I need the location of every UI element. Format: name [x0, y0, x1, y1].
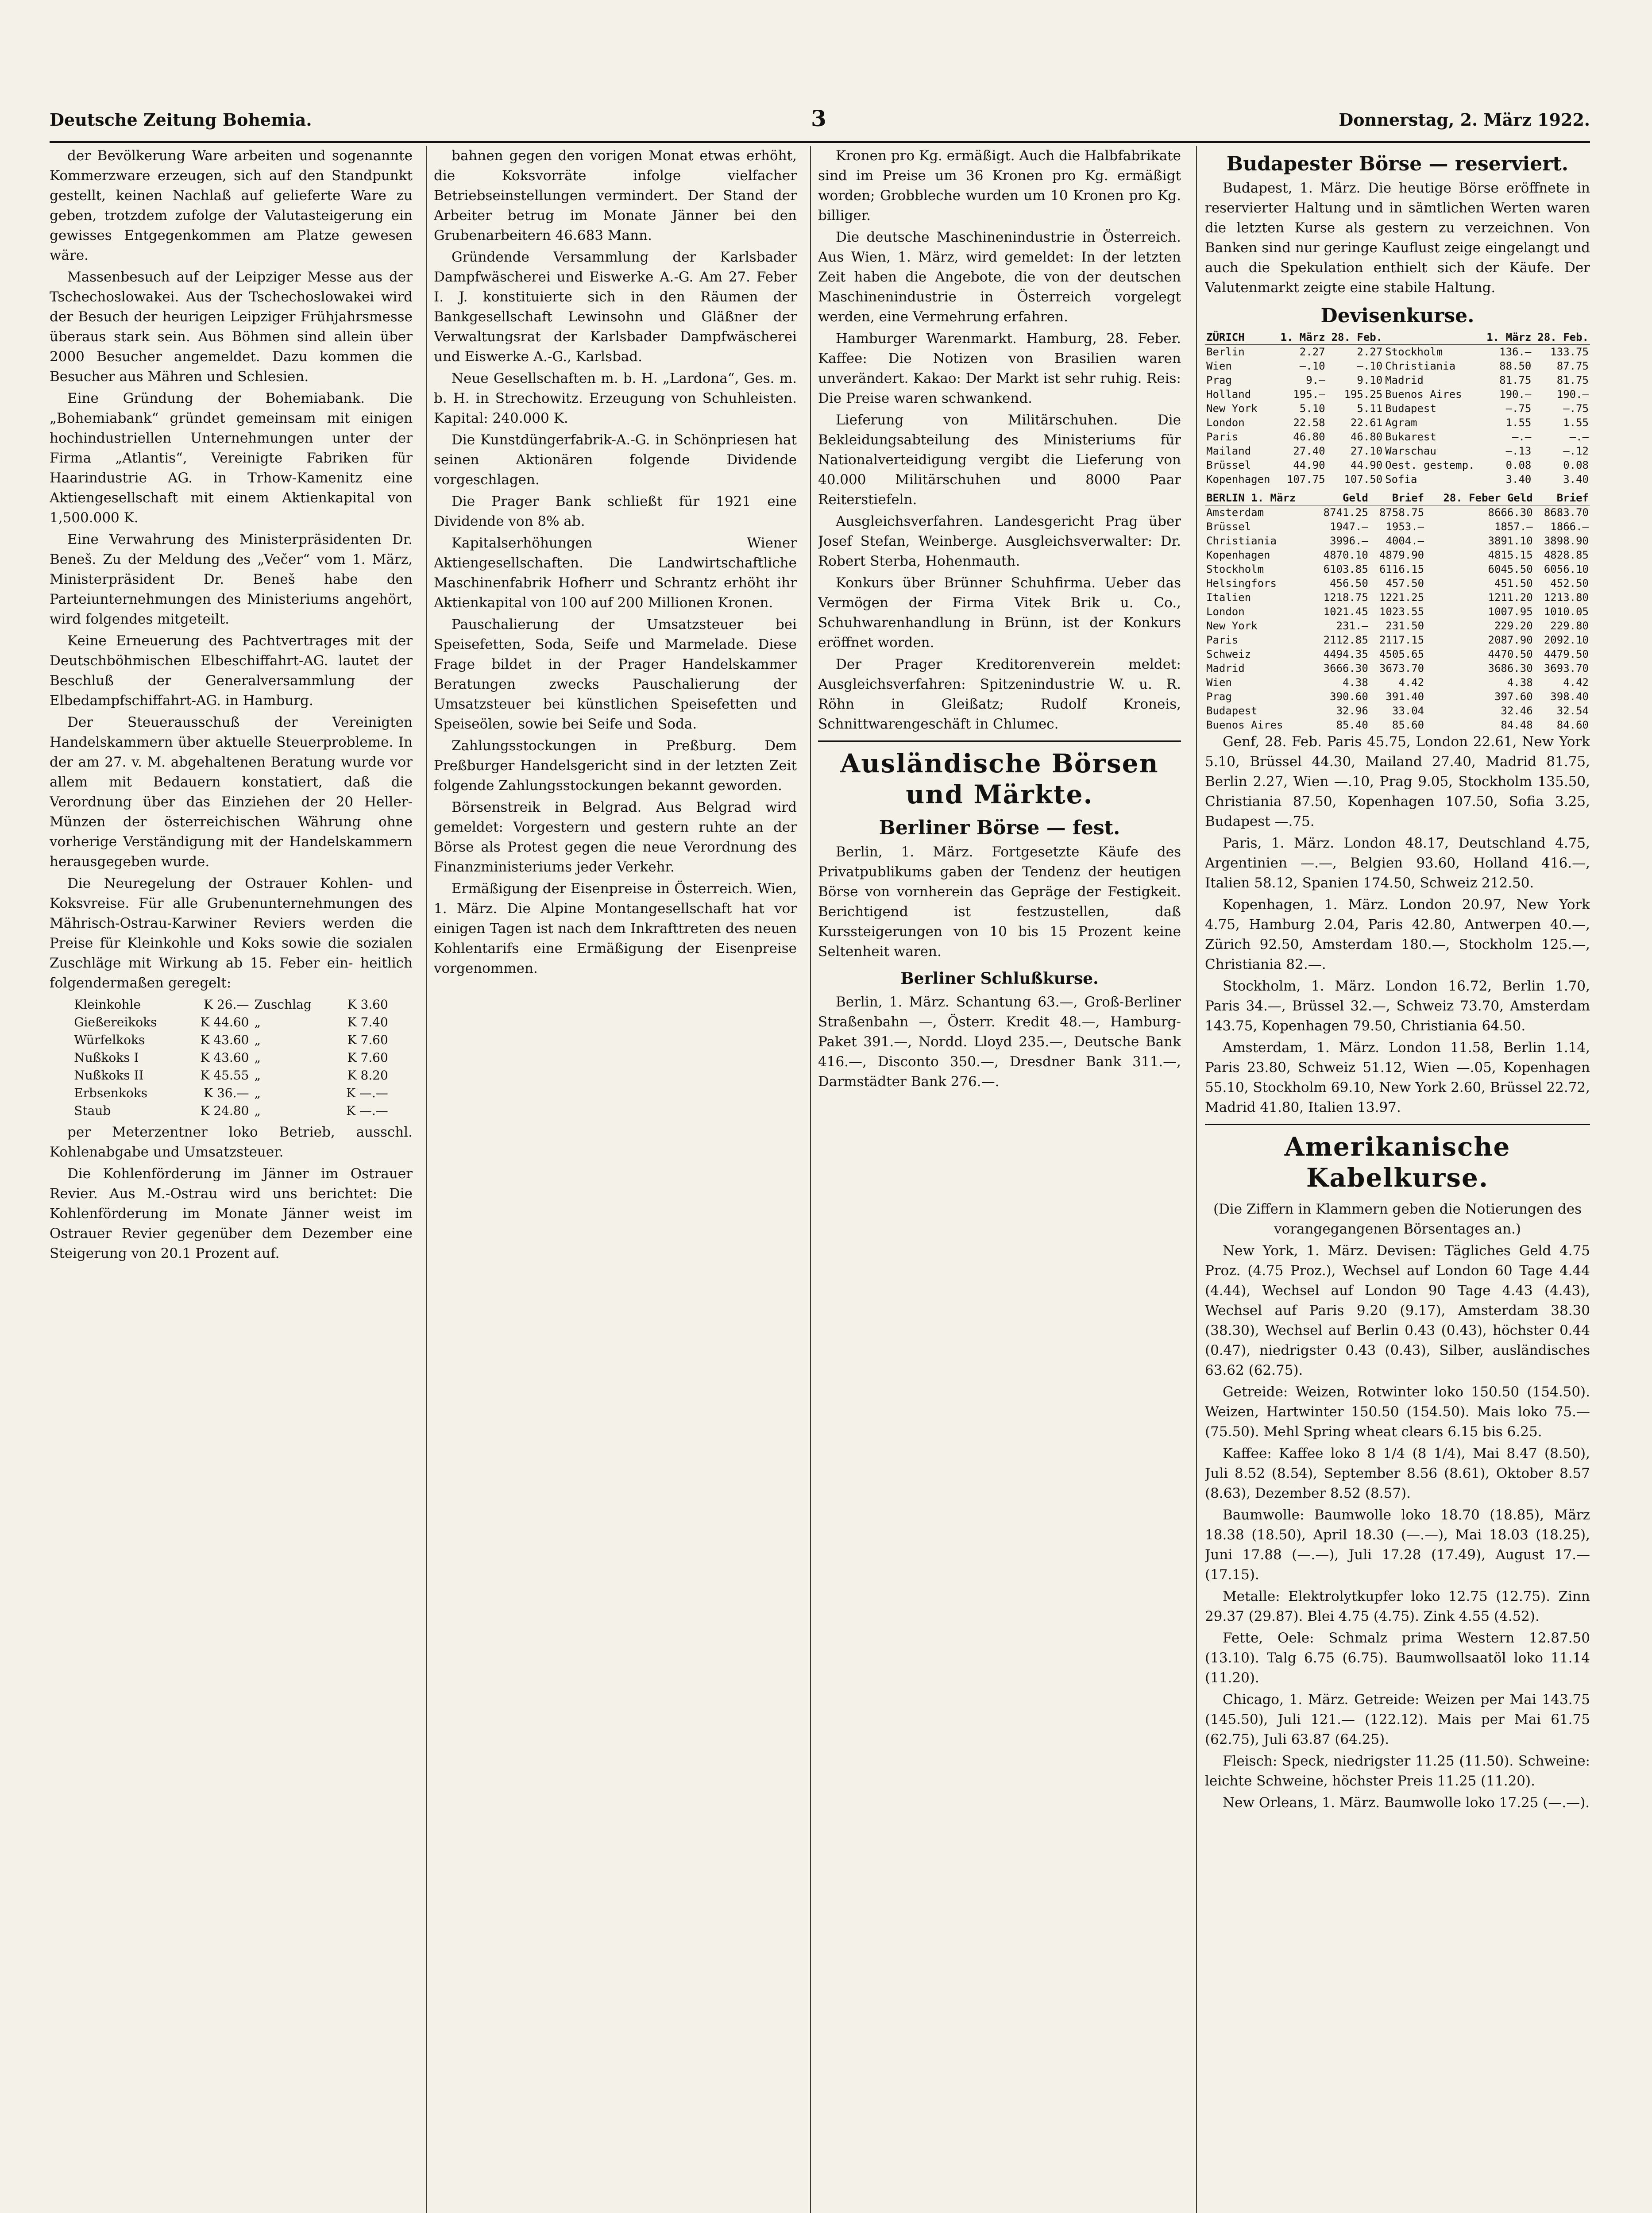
currency-name: Buenos Aires: [1206, 719, 1283, 731]
article-text: Paris, 1. März. London 48.17, Deutschland 4.75, Argentinien —.—, Belgien 93.60, Holland 416.—, Italien 58.12, Spanien 174.50, Schweiz 212.50.: [1205, 835, 1590, 891]
table-row: [1205, 661, 1590, 675]
rate-value: —.—: [1512, 431, 1532, 443]
article-text: Getreide: Weizen, Rotwinter loko 150.50 (154.50). Weizen, Hartwinter 150.50 (154.50). Mais loko 75.— (75.50). Mehl Spring wheat clears 6.15 bis 6.25.: [1205, 1384, 1590, 1440]
rate-value: 3.40: [1563, 473, 1589, 486]
surcharge-label: „: [254, 1033, 261, 1047]
berlin-exchange-table: [1205, 491, 1590, 732]
article-text: Die Prager Bank schließt für 1921 eine Dividende von 8% ab.: [434, 493, 797, 529]
currency-name: London: [1206, 605, 1245, 618]
rate-value: 3666.30: [1323, 662, 1368, 675]
rate-value: 9.—: [1306, 374, 1325, 386]
surcharge-label: „: [254, 1068, 261, 1083]
table-row: [1205, 675, 1590, 690]
article-text: Kopenhagen, 1. März. London 20.97, New York 4.75, Hamburg 2.04, Paris 42.80, Antwerpen 40.—, Zürich 92.50, Amsterdam 180.—, Stockholm 125.—, Christiania 82.—.: [1205, 897, 1590, 972]
rate-value: 1953.—: [1386, 520, 1424, 533]
rate-value: 4.38: [1507, 676, 1533, 689]
surcharge-label: Zuschlag: [254, 997, 312, 1012]
rate-value: 195.—: [1293, 388, 1325, 401]
rate-value: 4505.65: [1379, 648, 1424, 660]
rate-value: 6045.50: [1488, 563, 1533, 575]
page-number: 3: [811, 105, 826, 131]
table-row: [1205, 562, 1590, 576]
article-text: Eine Verwahrung des Ministerpräsidenten Dr. Beneš. Zu der Meldung des „Večer“ vom 1. März, Ministerpräsident Dr. Beneš habe den Parteiunternehmungen des Ministeriums angehört, wird folgendes mitgeteilt.: [50, 532, 413, 627]
table-row: [1205, 505, 1590, 520]
header-rule: [50, 141, 1590, 143]
table-header-cell: 28. Feb.: [1327, 330, 1384, 345]
rate-value: 1947.—: [1330, 520, 1368, 533]
article-text: Keine Erneuerung des Pachtvertrages mit der Deutschböhmischen Elbeschiffahrt-AG. lautet der Beschluß der Generalversammlung der Elbedampfschiffahrt-AG. in Hamburg.: [50, 633, 413, 709]
rate-value: 1221.25: [1379, 591, 1424, 604]
currency-name: Kopenhagen: [1206, 549, 1270, 561]
article-text: bahnen gegen den vorigen Monat etwas erhöht, die Koksvorräte infolge vielfacher Betriebseinstellungen vermindert. Der Stand der Arbeiter betrug im Monate Jänner bei den Grubenarbeitern 46.683 Mann.: [434, 148, 797, 243]
rate-value: 3898.90: [1544, 535, 1589, 547]
rate-value: 4.42: [1563, 676, 1589, 689]
section-note: (Die Ziffern in Klammern geben die Notierungen des vorangegangenen Börsentages an.): [1213, 1201, 1582, 1237]
rate-value: 4494.35: [1323, 648, 1368, 660]
section-heading: Amerikanische Kabelkurse.: [1284, 1132, 1511, 1193]
section-heading: Ausländische Börsen und Märkte.: [840, 748, 1159, 810]
column-3: [818, 146, 1181, 2213]
rate-value: 85.40: [1336, 719, 1368, 731]
section-heading: Devisenkurse.: [1320, 305, 1474, 327]
rate-value: 2112.85: [1323, 634, 1368, 646]
rate-value: 451.50: [1494, 577, 1533, 590]
rate-value: 4828.85: [1544, 549, 1589, 561]
rate-value: 22.58: [1293, 416, 1325, 429]
surcharge-value: K 7.60: [347, 1050, 388, 1065]
surcharge-label: „: [254, 1086, 261, 1100]
currency-name: Prag: [1206, 374, 1232, 386]
table-row: [71, 1014, 391, 1031]
table-header-cell: [1384, 330, 1482, 345]
table-header-cell: 1. März: [1482, 330, 1532, 345]
article-text: Ermäßigung der Eisenpreise in Österreich. Wien, 1. März. Die Alpine Montangesellschaft hat vor einigen Tagen ist nach dem Inkrafttreten des neuen Kohlentarifs eine Ermäßigung der Eisenpreise vorgenommen.: [434, 881, 797, 976]
currency-name: Budapest: [1206, 705, 1258, 717]
currency-name: Paris: [1206, 634, 1239, 646]
currency-name: Paris: [1206, 431, 1239, 443]
surcharge-value: K 7.40: [347, 1015, 388, 1029]
rate-value: 1866.—: [1550, 520, 1589, 533]
table-header-cell: BERLIN 1. März: [1205, 491, 1314, 505]
article-text: Lieferung von Militärschuhen. Die Bekleidungsabteilung des Ministeriums für Nationalverteidigung vergibt die Lieferung von 40.000 Militärschuhen und 8000 Paar Reiterstiefeln.: [818, 412, 1181, 508]
rate-value: 1021.45: [1323, 605, 1368, 618]
table-header-cell: ZÜRICH: [1205, 330, 1276, 345]
table-row: [71, 996, 391, 1014]
currency-name: Buenos Aires: [1385, 388, 1462, 401]
table-row: [1205, 590, 1590, 605]
subsection-heading: Berliner Börse — fest.: [879, 817, 1120, 839]
table-row: [71, 1049, 391, 1067]
table-header-row: [1205, 491, 1590, 505]
table-row: [71, 1067, 391, 1084]
coal-price: K 45.55: [200, 1068, 249, 1083]
issue-date: Donnerstag, 2. März 1922.: [1339, 110, 1590, 130]
rate-value: 0.08: [1505, 459, 1532, 471]
coal-price: K 24.80: [200, 1103, 249, 1118]
article-text: Börsenstreik in Belgrad. Aus Belgrad wird gemeldet: Vorgestern und gestern ruhte an der Börse als Protest gegen die neue Verordnung des Finanzministeriums jeder Verkehr.: [434, 799, 797, 875]
rate-value: 4004.—: [1386, 535, 1424, 547]
rate-value: —.10: [1299, 360, 1325, 372]
table-row: [1205, 416, 1590, 430]
coal-grade: Gießereikoks: [74, 1015, 157, 1029]
currency-name: Berlin: [1206, 346, 1245, 358]
rate-value: 397.60: [1494, 690, 1533, 703]
column-divider: [1196, 146, 1197, 2213]
article-text: Hamburger Warenmarkt. Hamburg, 28. Feber. Kaffee: Die Notizen von Brasilien waren unverändert. Kakao: Der Markt ist sehr ruhig. Reis: Die Preise waren schwankend.: [818, 331, 1181, 406]
newspaper-title: Deutsche Zeitung Bohemia.: [50, 110, 312, 130]
table-row: [1205, 690, 1590, 704]
rate-value: 4815.15: [1488, 549, 1533, 561]
table-row: [1205, 444, 1590, 458]
page-header: [50, 105, 1590, 141]
currency-name: Stockholm: [1385, 346, 1443, 358]
table-header-row: [1205, 330, 1590, 345]
table-row: [1205, 576, 1590, 590]
table-row: [1205, 359, 1590, 373]
table-row: [1205, 605, 1590, 619]
surcharge-label: „: [254, 1103, 261, 1118]
rate-value: 32.54: [1556, 705, 1589, 717]
article-text: Die deutsche Maschinenindustrie in Österreich. Aus Wien, 1. März, wird gemeldet: In der letzten Zeit haben die Angebote, die von der deutschen Maschinenindustrie in Österreich vorgelegt werden, eine Vermehrung erfahren.: [818, 229, 1181, 325]
rate-value: 456.50: [1330, 577, 1368, 590]
table-row: [1205, 520, 1590, 534]
surcharge-label: „: [254, 1050, 261, 1065]
currency-name: Brüssel: [1206, 459, 1251, 471]
article-text: Kaffee: Kaffee loko 8 1/4 (8 1/4), Mai 8.47 (8.50), Juli 8.52 (8.54), September 8.56 (8.61), Oktober 8.57 (8.63), Dezember 8.52 (8.57).: [1205, 1446, 1590, 1501]
article-text: New York, 1. März. Devisen: Tägliches Geld 4.75 Proz. (4.75 Proz.), Wechsel auf London 60 Tage 4.44 (4.44), Wechsel auf London 90 Tage 4.43 (4.43), Wechsel auf Paris 9.20 (9.17), Amsterdam 38.30 (38.30), Wechsel auf Berlin 0.43 (0.43), höchster 0.44 (0.47), niedrigster 0.43 (0.43), Silber, ausländisches 63.62 (62.75).: [1205, 1243, 1590, 1378]
currency-name: Wien: [1206, 676, 1232, 689]
rate-value: 1213.80: [1544, 591, 1589, 604]
table-header-cell: 1. März: [1276, 330, 1326, 345]
currency-name: Stockholm: [1206, 563, 1264, 575]
currency-name: Christiania: [1206, 535, 1277, 547]
coal-grade: Kleinkohle: [74, 997, 141, 1012]
rate-value: 229.80: [1550, 620, 1589, 632]
currency-name: London: [1206, 416, 1245, 429]
rate-value: 6116.15: [1379, 563, 1424, 575]
table-row: [71, 1084, 391, 1102]
table-row: [1205, 458, 1590, 472]
rate-value: —.12: [1563, 445, 1589, 457]
rate-value: 4479.50: [1544, 648, 1589, 660]
article-text: Baumwolle: Baumwolle loko 18.70 (18.85), März 18.38 (18.50), April 18.30 (—.—), Mai 18.03 (18.25), Juni 17.88 (—.—), Juli 17.28 (17.49), August 17.— (17.15).: [1205, 1507, 1590, 1583]
surcharge-value: K —.—: [346, 1103, 388, 1118]
article-text: Konkurs über Brünner Schuhfirma. Ueber das Vermögen der Firma Vitek Brik u. Co., Schuhwarenhandlung in Brünn, ist der Konkurs eröffnet worden.: [818, 575, 1181, 651]
currency-name: Mailand: [1206, 445, 1251, 457]
table-row: [1205, 387, 1590, 401]
coal-price: K 44.60: [200, 1015, 249, 1029]
currency-name: Christiania: [1385, 360, 1456, 372]
table-header-cell: Geld: [1314, 491, 1370, 505]
currency-name: Schweiz: [1206, 648, 1251, 660]
article-text: Stockholm, 1. März. London 16.72, Berlin 1.70, Paris 34.—, Brüssel 32.—, Schweiz 73.70, Amsterdam 143.75, Kopenhagen 79.50, Christiania 64.50.: [1205, 978, 1590, 1034]
table-row: [1205, 548, 1590, 562]
article-text: Zahlungsstockungen in Preßburg. Dem Preßburger Handelsgericht sind in der letzten Zeit folgende Zahlungsstockungen bekannt geworden.: [434, 738, 797, 794]
surcharge-value: K 3.60: [347, 997, 388, 1012]
rate-value: 3693.70: [1544, 662, 1589, 675]
coal-price: K 43.60: [200, 1050, 249, 1065]
article-text: Massenbesuch auf der Leipziger Messe aus der Tschechoslowakei. Aus der Tschechoslowakei wird der Besuch der heurigen Leipziger Frühjahrsmesse überaus stark sein. Aus Böhmen sind allein über 2000 Besucher angemeldet. Dazu kommen die Besucher aus Mähren und Schlesien.: [50, 269, 413, 385]
rate-value: 452.50: [1550, 577, 1589, 590]
rate-value: 4.38: [1343, 676, 1368, 689]
rate-value: 398.40: [1550, 690, 1589, 703]
rate-value: 190.—: [1556, 388, 1589, 401]
rate-value: 1.55: [1563, 416, 1589, 429]
article-text: Genf, 28. Feb. Paris 45.75, London 22.61, New York 5.10, Brüssel 44.30, Mailand 27.40, Madrid 81.75, Berlin 2.27, Wien —.10, Prag 9.05, Stockholm 135.50, Christiania 87.50, Kopenhagen 107.50, Sofia 3.25, Budapest —.75.: [1205, 734, 1590, 829]
article-text: Kapitalserhöhungen Wiener Aktiengesellschaften. Die Landwirtschaftliche Maschinenfabrik Hofherr und Schrantz erhöht ihr Aktienkapital von 100 auf 200 Millionen Kronen.: [434, 535, 797, 611]
rate-value: 84.60: [1556, 719, 1589, 731]
rate-value: 6103.85: [1323, 563, 1368, 575]
currency-name: Budapest: [1385, 402, 1436, 415]
currency-name: Wien: [1206, 360, 1232, 372]
article-text: per Meterzentner loko Betrieb, ausschl. Kohlenabgabe und Umsatzsteuer.: [50, 1124, 413, 1160]
rate-value: 85.60: [1392, 719, 1424, 731]
currency-name: Sofia: [1385, 473, 1417, 486]
rate-value: 46.80: [1293, 431, 1325, 443]
table-row: [1205, 373, 1590, 387]
rate-value: 8683.70: [1544, 506, 1589, 519]
rate-value: —.13: [1505, 445, 1532, 457]
currency-name: Holland: [1206, 388, 1251, 401]
rate-value: 3996.—: [1330, 535, 1368, 547]
table-row: [1205, 704, 1590, 718]
rate-value: 4870.10: [1323, 549, 1368, 561]
surcharge-value: K 7.60: [347, 1033, 388, 1047]
rate-value: 1010.05: [1544, 605, 1589, 618]
article-text: Budapest, 1. März. Die heutige Börse eröffnete in reservierter Haltung und in sämtlichen Werten waren die letzten Kurse als gestern zu verzeichnen. Von Banken sind nur geringe Kauflust zeige eingelangt und auch die Spekulation enthielt sich der Käufe. Der Valutenmarkt zeigte eine stabile Haltung.: [1205, 180, 1590, 296]
rate-value: 4.42: [1398, 676, 1424, 689]
currency-name: Madrid: [1206, 662, 1245, 675]
section-heading: Budapester Börse — reserviert.: [1226, 153, 1569, 175]
rate-value: 229.20: [1494, 620, 1533, 632]
rate-value: 32.46: [1501, 705, 1533, 717]
rate-value: 3673.70: [1379, 662, 1424, 675]
rate-value: 1.55: [1505, 416, 1532, 429]
currency-name: New York: [1206, 620, 1258, 632]
subsection-heading: Berliner Schlußkurse.: [900, 969, 1099, 988]
table-row: [1205, 345, 1590, 359]
currency-name: Warschau: [1385, 445, 1436, 457]
rate-value: 1218.75: [1323, 591, 1368, 604]
surcharge-value: K —.—: [346, 1086, 388, 1100]
rate-value: 231.—: [1336, 620, 1368, 632]
rate-value: 5.11: [1357, 402, 1383, 415]
currency-name: Amsterdam: [1206, 506, 1264, 519]
rate-value: 195.25: [1344, 388, 1383, 401]
rate-value: 3891.10: [1488, 535, 1533, 547]
table-row: [1205, 718, 1590, 732]
rate-value: 44.90: [1350, 459, 1383, 471]
rate-value: 107.50: [1344, 473, 1383, 486]
article-text: Neue Gesellschaften m. b. H. „Lardona“, Ges. m. b. H. in Strechowitz. Erzeugung von Schuhleisten. Kapital: 240.000 K.: [434, 370, 797, 426]
article-text: Fleisch: Speck, niedrigster 11.25 (11.50). Schweine: leichte Schweine, höchster Preis 11.25 (11.20).: [1205, 1753, 1590, 1789]
article-text: Berlin, 1. März. Schantung 63.—, Groß-Berliner Straßenbahn —, Österr. Kredit 48.—, Hamburg-Paket 391.—, Nordd. Lloyd 235.—, Deutsche Bank 416.—, Disconto 350.—, Dresdner Bank 311.—, Darmstädter Bank 276.—.: [818, 994, 1181, 1090]
rate-value: 133.75: [1550, 346, 1589, 358]
rate-value: 8758.75: [1379, 506, 1424, 519]
article-text: Kronen pro Kg. ermäßigt. Auch die Halbfabrikate sind im Preise um 36 Kronen pro Kg. ermäßigt worden; Grobbleche wurden um 10 Kronen pro Kg. billiger.: [818, 148, 1181, 224]
rate-value: 81.75: [1499, 374, 1532, 386]
column-2: [434, 146, 797, 2213]
article-text: Die Neuregelung der Ostrauer Kohlen- und Koksvreise. Für alle Grubenunternehmungen des Mährisch-Ostrau-Karwiner Reviers werden die Preise für Kleinkohle und Koks sowie die sozialen Zuschläge mit Wirkung ab 15. Feber ein- heitlich folgendermaßen geregelt:: [50, 875, 413, 991]
rate-value: 87.75: [1556, 360, 1589, 372]
rate-value: 3.40: [1505, 473, 1532, 486]
currency-name: Brüssel: [1206, 520, 1251, 533]
rate-value: 1007.95: [1488, 605, 1533, 618]
article-text: Der Prager Kreditorenverein meldet: Ausgleichsverfahren: Spitzenindustrie W. u. R. Röhn in Gleißatz; Rudolf Kroneis, Schnittwarengeschäft in Chlumec.: [818, 656, 1181, 732]
rate-value: 32.96: [1336, 705, 1368, 717]
table-header-cell: 28. Feber Geld: [1425, 491, 1534, 505]
currency-name: Prag: [1206, 690, 1232, 703]
table-row: [71, 1102, 391, 1120]
rate-value: 8666.30: [1488, 506, 1533, 519]
rate-value: 0.08: [1563, 459, 1589, 471]
currency-name: Bukarest: [1385, 431, 1436, 443]
rate-value: 1211.20: [1488, 591, 1533, 604]
rate-value: 6056.10: [1544, 563, 1589, 575]
rate-value: —.10: [1357, 360, 1383, 372]
rate-value: 2117.15: [1379, 634, 1424, 646]
table-row: [1205, 633, 1590, 647]
article-text: Pauschalierung der Umsatzsteuer bei Speisefetten, Soda, Seife und Marmelade. Diese Frage bildet in der Prager Handelskammer Beratungen zwecks Pauschalierung der Umsatzsteuer bei künstlichen Speisefetten und Speiseölen, sowie bei Seife und Soda.: [434, 617, 797, 732]
table-row: [71, 1031, 391, 1049]
currency-name: Agram: [1385, 416, 1417, 429]
article-text: Berlin, 1. März. Fortgesetzte Käufe des Privatpublikums gaben der Tendenz der heutigen Börse von vornherein das Gepräge der Festigkeit. Berichtigend ist festzustellen, daß Kurssteigerungen von 10 bis 15 Prozent keine Seltenheit waren.: [818, 844, 1181, 960]
currency-name: Helsingfors: [1206, 577, 1277, 590]
table-header-cell: Brief: [1534, 491, 1590, 505]
article-text: Metalle: Elektrolytkupfer loko 12.75 (12.75). Zinn 29.37 (29.87). Blei 4.75 (4.75). Zink 4.55 (4.52).: [1205, 1588, 1590, 1624]
rate-value: 84.48: [1501, 719, 1533, 731]
currency-name: Madrid: [1385, 374, 1424, 386]
rate-value: 390.60: [1330, 690, 1368, 703]
rate-value: 8741.25: [1323, 506, 1368, 519]
rate-value: 231.50: [1386, 620, 1424, 632]
rate-value: 2.27: [1299, 346, 1325, 358]
coal-grade: Staub: [74, 1103, 111, 1118]
zurich-exchange-table: [1205, 330, 1590, 486]
column-1: [50, 146, 413, 2213]
surcharge-label: „: [254, 1015, 261, 1029]
rate-value: 4879.90: [1379, 549, 1424, 561]
coal-grade: Nußkoks II: [74, 1068, 144, 1083]
table-row: [1205, 401, 1590, 416]
article-text: Der Steuerausschuß der Vereinigten Handelskammern über aktuelle Steuerprobleme. In der am 27. v. M. abgehaltenen Beratung wurde vor allem mit Bedauern konstatiert, daß die Verordnung über das Einziehen der 20 Heller-Münzen der österreichischen Währung ohne vorherige Verständigung mit der Handelskammern herausgegeben wurde.: [50, 714, 413, 870]
rate-value: 81.75: [1556, 374, 1589, 386]
currency-name: Kopenhagen: [1206, 473, 1270, 486]
table-row: [1205, 619, 1590, 633]
table-header-cell: Brief: [1370, 491, 1425, 505]
rate-value: 391.40: [1386, 690, 1424, 703]
column-divider: [810, 146, 811, 2213]
coal-price: K 36.—: [204, 1086, 249, 1100]
rate-value: 107.75: [1286, 473, 1325, 486]
rate-value: 136.—: [1499, 346, 1532, 358]
article-text: Die Kunstdüngerfabrik-A.-G. in Schönpriesen hat seinen Aktionären folgende Dividende vorgeschlagen.: [434, 432, 797, 488]
article-text: Gründende Versammlung der Karlsbader Dampfwäscherei und Eiswerke A.-G. Am 27. Feber I. J. konstituierte sich in den Räumen der Bankgesellschaft Lewinsohn und Gläßner der Verwaltungsrat der Karlsbader Dampfwäscherei und Eiswerke A.-G., Karlsbad.: [434, 249, 797, 365]
rate-value: 1857.—: [1494, 520, 1533, 533]
table-row: [1205, 647, 1590, 661]
section-rule: [1205, 1124, 1590, 1125]
currency-name: Italien: [1206, 591, 1251, 604]
article-text: Ausgleichsverfahren. Landesgericht Prag über Josef Stefan, Weinberge. Ausgleichsverwalter: Dr. Robert Sterba, Hohenmauth.: [818, 513, 1181, 569]
rate-value: 1023.55: [1379, 605, 1424, 618]
rate-value: —.75: [1505, 402, 1532, 415]
article-text: Eine Gründung der Bohemiabank. Die „Bohemiabank“ gründet gemeinsam mit einigen hochindustriellen Unternehmungen unter der Firma „Atlantis“, Vereinigte Fabriken für Haarindustrie AG. in Trhow-Kamenitz eine Aktiengesellschaft mit einem Aktienkapital von 1,500.000 K.: [50, 390, 413, 526]
rate-value: 4470.50: [1488, 648, 1533, 660]
rate-value: —.75: [1563, 402, 1589, 415]
coal-grade: Erbsenkoks: [74, 1086, 148, 1100]
coal-grade: Würfelkoks: [74, 1033, 145, 1047]
rate-value: 2087.90: [1488, 634, 1533, 646]
rate-value: 22.61: [1350, 416, 1383, 429]
article-text: Fette, Oele: Schmalz prima Western 12.87.50 (13.10). Talg 6.75 (6.75). Baumwollsaatöl loko 11.14 (11.20).: [1205, 1630, 1590, 1686]
table-row: [1205, 472, 1590, 486]
article-text: New Orleans, 1. März. Baumwolle loko 17.25 (—.—).: [1223, 1795, 1590, 1811]
rate-value: 2.27: [1357, 346, 1383, 358]
rate-value: 33.04: [1392, 705, 1424, 717]
column-4: [1205, 146, 1590, 2213]
rate-value: 5.10: [1299, 402, 1325, 415]
currency-name: Oest. gestemp.: [1385, 459, 1475, 471]
rate-value: 9.10: [1357, 374, 1383, 386]
rate-value: 44.90: [1293, 459, 1325, 471]
table-row: [1205, 534, 1590, 548]
column-divider: [426, 146, 427, 2213]
rate-value: 2092.10: [1544, 634, 1589, 646]
rate-value: 190.—: [1499, 388, 1532, 401]
rate-value: —.—: [1569, 431, 1589, 443]
surcharge-value: K 8.20: [347, 1068, 388, 1083]
table-header-cell: 28. Feb.: [1532, 330, 1590, 345]
rate-value: 457.50: [1386, 577, 1424, 590]
article-text: Chicago, 1. März. Getreide: Weizen per Mai 143.75 (145.50), Juli 121.— (122.12). Mais per Mai 61.75 (62.75), Juli 63.87 (64.25).: [1205, 1692, 1590, 1747]
coal-price: K 43.60: [200, 1033, 249, 1047]
article-text: Die Kohlenförderung im Jänner im Ostrauer Revier. Aus M.-Ostrau wird uns berichtet: Die Kohlenförderung im Monate Jänner weist im Ostrauer Revier gegenüber dem Dezember eine Steigerung von 20.1 Prozent auf.: [50, 1166, 413, 1261]
currency-name: New York: [1206, 402, 1258, 415]
rate-value: 27.10: [1350, 445, 1383, 457]
rate-value: 88.50: [1499, 360, 1532, 372]
article-text: der Bevölkerung Ware arbeiten und sogenannte Kommerzware erzeugen, sich auf den Standpunkt gestellt, keinen Nachlaß auf gelieferte Ware zu geben, trotzdem zufolge der Valutasteigerung ein gewisses Entgegenkommen am Platze gewesen wäre.: [50, 148, 413, 263]
section-rule: [818, 740, 1181, 742]
rate-value: 46.80: [1350, 431, 1383, 443]
table-row: [1205, 430, 1590, 444]
rate-value: 27.40: [1293, 445, 1325, 457]
article-text: Amsterdam, 1. März. London 11.58, Berlin 1.14, Paris 23.80, Schweiz 51.12, Wien —.05, Kopenhagen 55.10, Stockholm 69.10, New York 2.60, Brüssel 22.72, Madrid 41.80, Italien 13.97.: [1205, 1040, 1590, 1115]
coal-grade: Nußkoks I: [74, 1050, 139, 1065]
rate-value: 3686.30: [1488, 662, 1533, 675]
coal-price-table: [71, 996, 391, 1120]
coal-price: K 26.—: [204, 997, 249, 1012]
